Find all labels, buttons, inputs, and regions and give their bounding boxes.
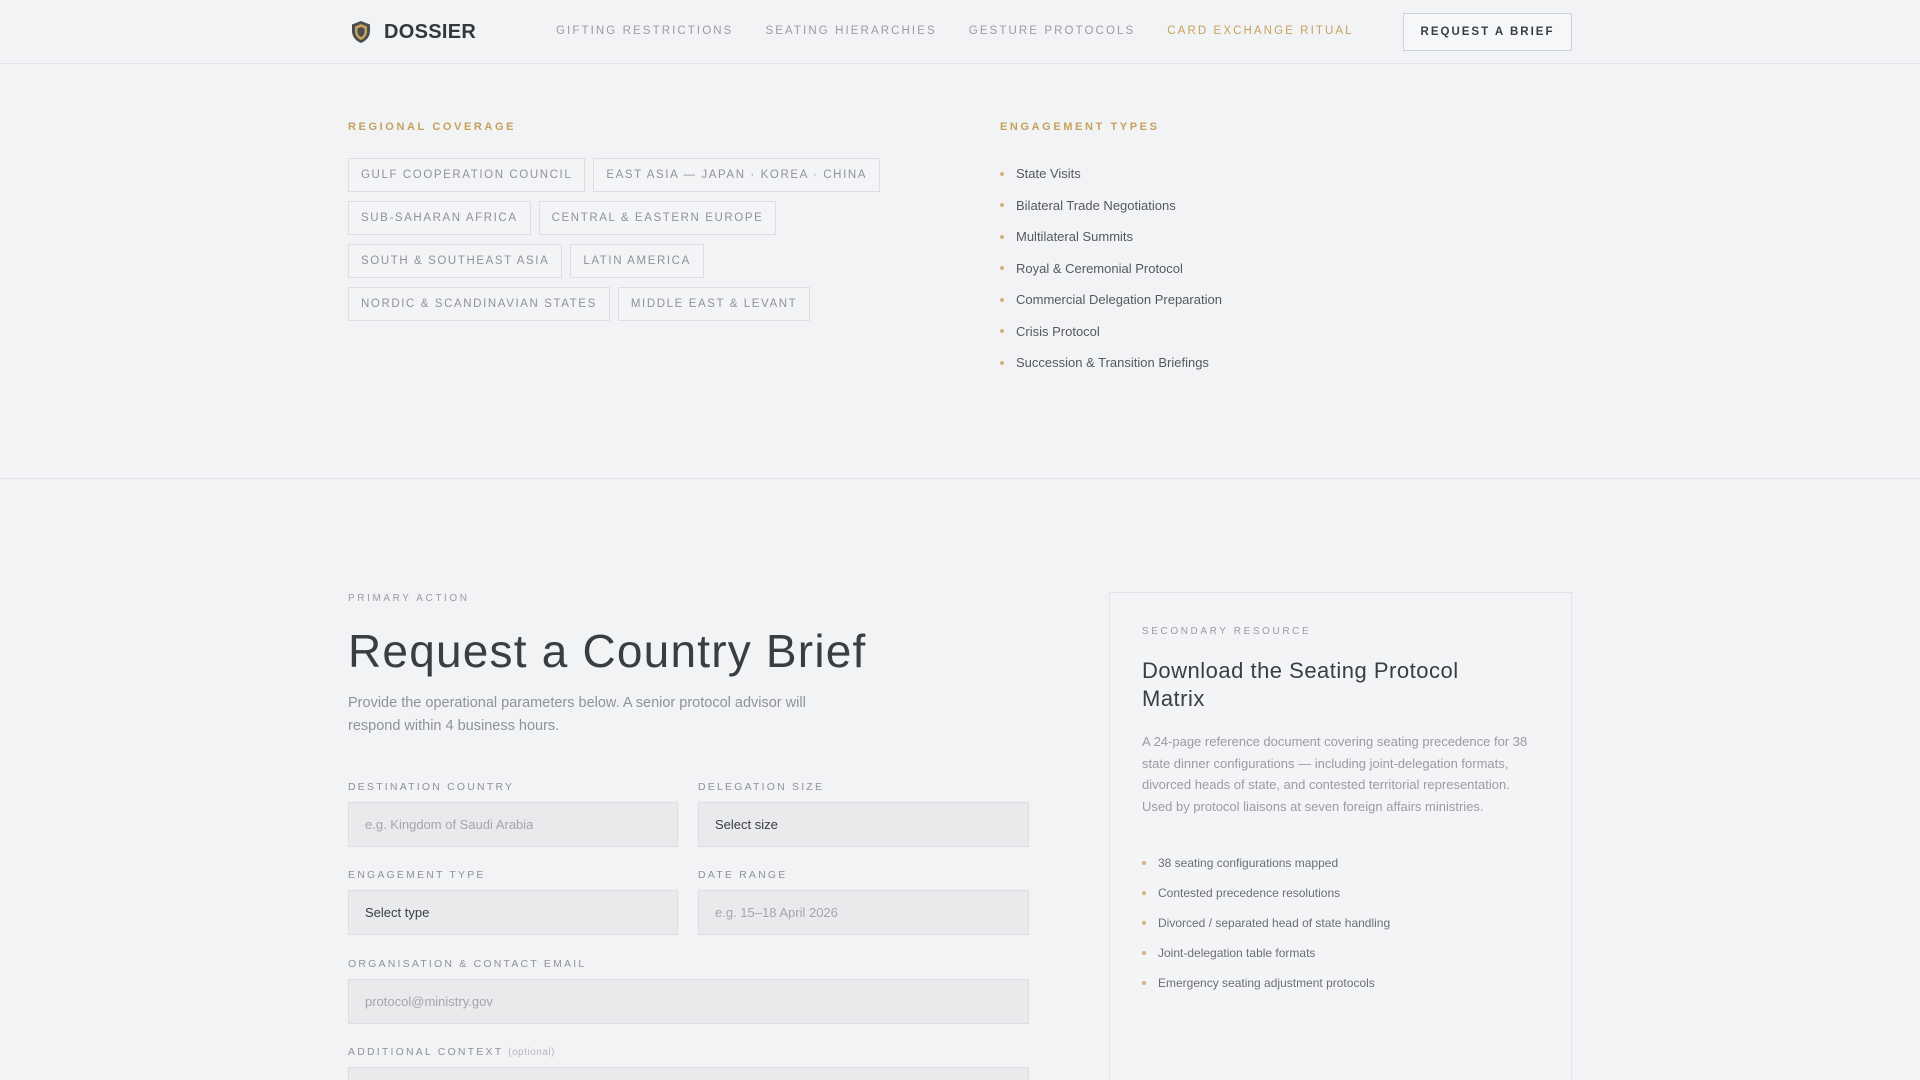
- resource-title[interactable]: Download the Seating Protocol Matrix: [1142, 658, 1459, 711]
- engagement-type-select[interactable]: Select type: [348, 890, 678, 935]
- secondary-resource-card: [1109, 592, 1572, 1080]
- bullet-icon: [1142, 891, 1146, 895]
- list-item-label: Succession & Transition Briefings: [1016, 355, 1209, 371]
- bullet-icon: [1000, 298, 1004, 302]
- list-item-label: Crisis Protocol: [1016, 323, 1100, 339]
- list-item: [1000, 284, 1222, 316]
- region-tag-list: [348, 158, 908, 330]
- shield-crest-icon: [348, 19, 374, 45]
- engagement-type-list: [1000, 158, 1222, 379]
- optional-hint: (optional): [508, 1047, 555, 1058]
- list-item-label: State Visits: [1016, 166, 1081, 182]
- resource-feature-list: [1142, 848, 1390, 998]
- region-tag[interactable]: GULF COOPERATION COUNCIL: [348, 158, 585, 192]
- site-header: [0, 0, 1920, 64]
- list-item-label: Contested precedence resolutions: [1158, 886, 1341, 900]
- list-item: [1142, 848, 1390, 878]
- list-item: [1142, 968, 1390, 998]
- list-item: [1142, 908, 1390, 938]
- bullet-icon: [1142, 951, 1146, 955]
- engagement-type-label: ENGAGEMENT TYPE: [348, 869, 486, 881]
- list-item-label: Divorced / separated head of state handling: [1158, 916, 1391, 930]
- destination-country-input[interactable]: [348, 802, 678, 847]
- bullet-icon: [1142, 981, 1146, 985]
- form-title: Request a Country Brief: [348, 625, 867, 677]
- additional-context-textarea[interactable]: [348, 1067, 1029, 1080]
- additional-context-label-text: ADDITIONAL CONTEXT: [348, 1046, 504, 1058]
- nav-seating-hierarchies[interactable]: SEATING HIERARCHIES: [765, 25, 937, 37]
- form-description: Provide the operational parameters below. A senior protocol advisor will respond within 4 business hours.: [348, 695, 806, 734]
- destination-label: DESTINATION COUNTRY: [348, 781, 515, 793]
- nav-gesture-protocols[interactable]: GESTURE PROTOCOLS: [968, 25, 1136, 37]
- region-tag[interactable]: MIDDLE EAST & LEVANT: [618, 287, 810, 321]
- engagement-types-heading: ENGAGEMENT TYPES: [1000, 121, 1160, 133]
- list-item-label: Royal & Ceremonial Protocol: [1016, 260, 1183, 276]
- bullet-icon: [1000, 266, 1004, 270]
- list-item: [1000, 316, 1222, 348]
- nav-card-exchange-ritual[interactable]: CARD EXCHANGE RITUAL: [1167, 25, 1354, 37]
- bullet-icon: [1142, 921, 1146, 925]
- list-item: [1142, 878, 1390, 908]
- list-item: [1000, 347, 1222, 379]
- bullet-icon: [1000, 203, 1004, 207]
- region-tag[interactable]: NORDIC & SCANDINAVIAN STATES: [348, 287, 610, 321]
- list-item: [1000, 190, 1222, 222]
- bullet-icon: [1142, 861, 1146, 865]
- list-item: [1000, 221, 1222, 253]
- nav-gifting-restrictions[interactable]: GIFTING RESTRICTIONS: [556, 25, 734, 37]
- list-item-label: 38 seating configurations mapped: [1158, 856, 1339, 870]
- list-item: [1142, 938, 1390, 968]
- list-item-label: Commercial Delegation Preparation: [1016, 292, 1222, 308]
- region-tag[interactable]: SOUTH & SOUTHEAST ASIA: [348, 244, 562, 278]
- list-item-label: Bilateral Trade Negotiations: [1016, 197, 1176, 213]
- resource-description: A 24-page reference document covering seating precedence for 38 state dinner configurations — including joint-delegation formats, divorced heads of state, and contested territorial representation. Used by protocol liaisons at seven foreign affairs ministries.: [1142, 734, 1528, 814]
- bullet-icon: [1000, 172, 1004, 176]
- date-range-label: DATE RANGE: [698, 869, 788, 881]
- brand-name: DOSSIER: [384, 20, 477, 43]
- list-item: [1000, 253, 1222, 285]
- delegation-size-select[interactable]: Select size: [698, 802, 1029, 847]
- bullet-icon: [1000, 235, 1004, 239]
- bullet-icon: [1000, 361, 1004, 365]
- secondary-resource-eyebrow: SECONDARY RESOURCE: [1142, 626, 1312, 637]
- brand-logo[interactable]: [348, 19, 476, 45]
- delegation-label: DELEGATION SIZE: [698, 781, 825, 793]
- list-item-label: Joint-delegation table formats: [1158, 946, 1316, 960]
- regional-coverage-heading: REGIONAL COVERAGE: [348, 121, 517, 133]
- list-item-label: Emergency seating adjustment protocols: [1158, 976, 1375, 990]
- section-divider: [0, 478, 1920, 479]
- main-nav: [556, 25, 1386, 37]
- list-item: [1000, 158, 1222, 190]
- additional-context-label: [348, 1046, 555, 1058]
- list-item-label: Multilateral Summits: [1016, 229, 1134, 245]
- region-tag[interactable]: CENTRAL & EASTERN EUROPE: [539, 201, 777, 235]
- contact-email-input[interactable]: [348, 979, 1029, 1024]
- region-tag[interactable]: SUB-SAHARAN AFRICA: [348, 201, 531, 235]
- primary-action-eyebrow: PRIMARY ACTION: [348, 593, 470, 604]
- region-tag[interactable]: LATIN AMERICA: [570, 244, 704, 278]
- region-tag[interactable]: EAST ASIA — JAPAN · KOREA · CHINA: [593, 158, 880, 192]
- bullet-icon: [1000, 329, 1004, 333]
- date-range-input[interactable]: [698, 890, 1029, 935]
- request-brief-button[interactable]: REQUEST A BRIEF: [1403, 13, 1572, 51]
- email-label: ORGANISATION & CONTACT EMAIL: [348, 958, 587, 970]
